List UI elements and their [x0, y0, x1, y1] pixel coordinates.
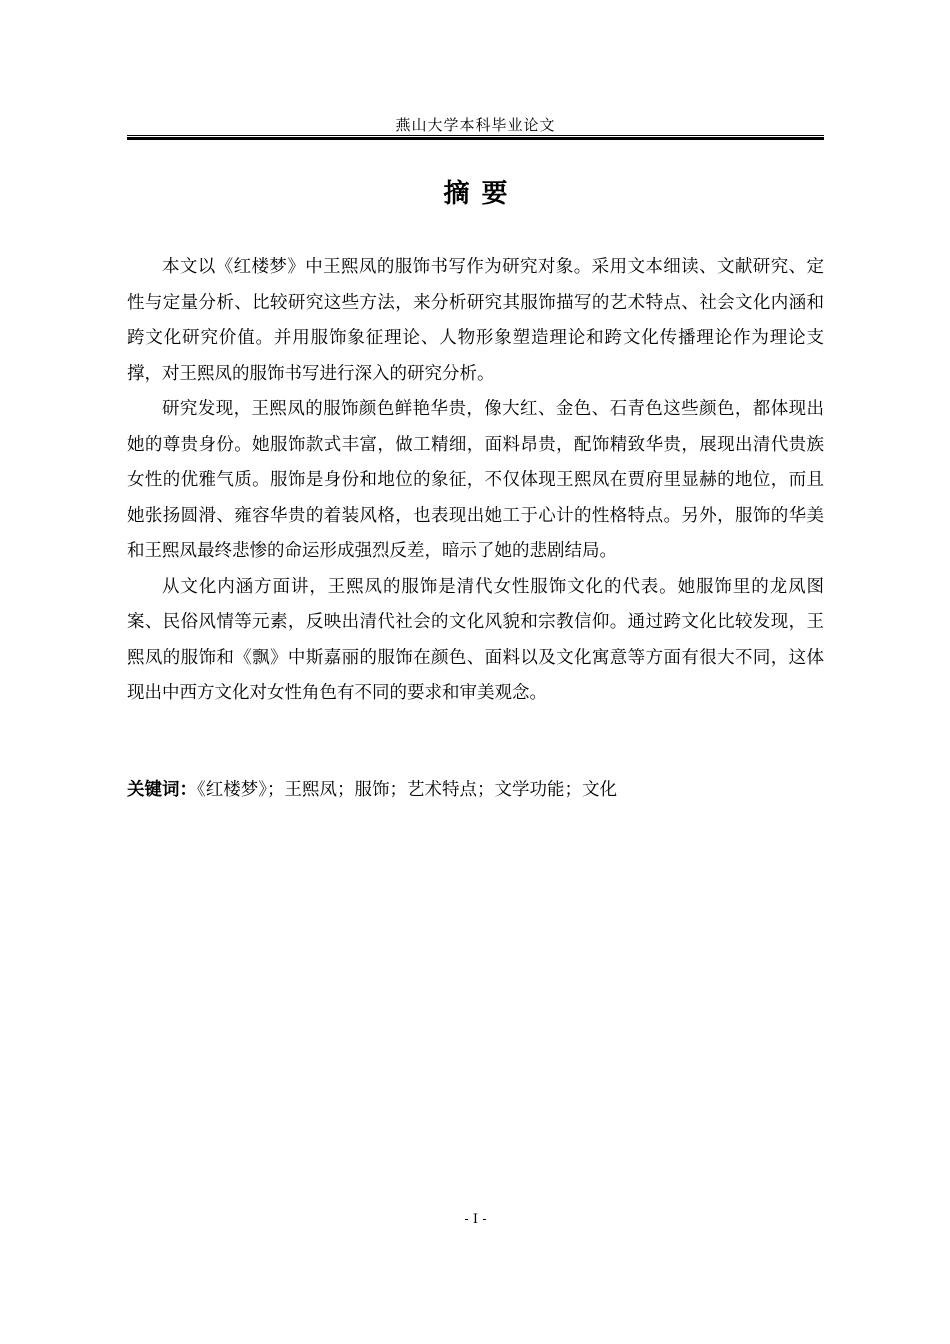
running-header: 燕山大学本科毕业论文 [395, 116, 556, 134]
keywords-line [127, 775, 824, 805]
keywords-text: 《红楼梦》；王熙凤；服饰；艺术特点；文学功能；文化 [197, 780, 617, 800]
abstract-title: 摘要 [443, 179, 520, 209]
abstract-paragraph-3: 从文化内涵方面讲，王熙凤的服饰是清代女性服饰文化的代表。她服饰里的龙凤图案、民俗风情等元素，反映出清代社会的文化风貌和宗教信仰。通过跨文化比较发现，王熙凤的服饰和《飘》中斯嘉丽的服饰在颜色、面料以及文化寓意等方面有很大不同，这体现出中西方文化对女性角色有不同的要求和审美观念。 [127, 576, 824, 703]
keywords-label: 关键词： [127, 780, 197, 800]
header-rule-thick [127, 137, 824, 140]
header-rule-thin [127, 135, 824, 136]
page-number: - I - [464, 1212, 487, 1227]
abstract-paragraph-2: 研究发现，王熙凤的服饰颜色鲜艳华贵，像大红、金色、石青色这些颜色，都体现出她的尊贵身份。她服饰款式丰富，做工精细，面料昂贵，配饰精致华贵，展现出清代贵族女性的优雅气质。服饰是身份和地位的象征，不仅体现王熙凤在贾府里显赫的地位，而且她张扬圆滑、雍容华贵的着装风格，也表现出她工于心计的性格特点。另外，服饰的华美和王熙凤最终悲惨的命运形成强烈反差，暗示了她的悲剧结局。 [127, 399, 824, 561]
abstract-paragraph-1: 本文以《红楼梦》中王熙凤的服饰书写作为研究对象。采用文本细读、文献研究、定性与定量分析、比较研究这些方法，来分析研究其服饰描写的艺术特点、社会文化内涵和跨文化研究价值。并用服饰象征理论、人物形象塑造理论和跨文化传播理论作为理论支撑，对王熙凤的服饰书写进行深入的研究分析。 [127, 257, 824, 384]
abstract-body [127, 250, 824, 712]
